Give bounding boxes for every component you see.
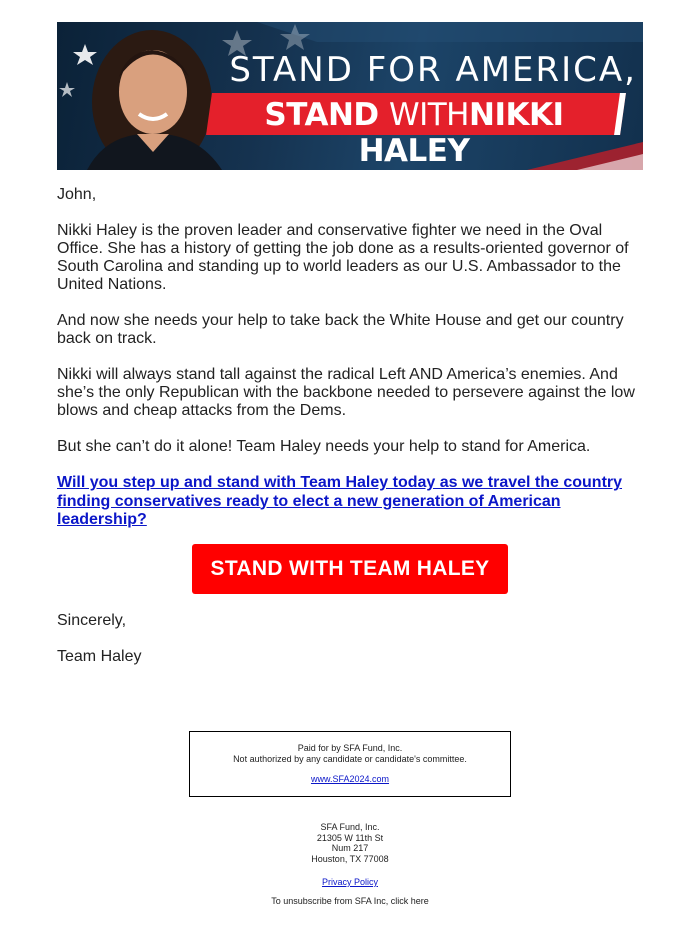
address-city: Houston, TX 77008 — [311, 853, 389, 864]
email-paragraph-4: But she can’t do it alone! Team Haley needs your help to stand for America. — [57, 438, 591, 455]
email-paragraph-3: Nikki will always stand tall against the radical Left AND America’s enemies. And she’s the only Republican with the backbone needed to persevere against the low blows and cheap attacks from the Dems. — [57, 366, 635, 419]
privacy-row — [200, 877, 500, 888]
address-suite: Num 217 — [331, 843, 369, 853]
banner-candidate-name: NIKKI HALEY — [358, 97, 564, 169]
address-org: SFA Fund, Inc. — [320, 822, 380, 832]
email-signoff: Sincerely, — [57, 612, 127, 629]
email-greeting: John, — [57, 186, 97, 203]
stand-with-team-haley-button[interactable]: STAND WITH TEAM HALEY — [192, 544, 508, 594]
website-link[interactable]: www.SFA2024.com — [310, 774, 390, 784]
address-street: 21305 W 11th St — [316, 832, 384, 843]
header-banner — [57, 22, 643, 170]
banner-word-stand: STAND — [264, 97, 379, 133]
paid-for-disclaimer — [189, 731, 511, 797]
not-authorized-text: Not authorized by any candidate or candidate's committee. — [233, 754, 467, 764]
paid-for-text: Paid for by SFA Fund, Inc. — [297, 743, 403, 753]
email-paragraph-1: Nikki Haley is the proven leader and conservative fighter we need in the Oval Office. She has a history of getting the job done as a results-oriented governor of South Carolina and standing up to world leaders as our U.S. Ambassador to the United Nations. — [57, 222, 629, 293]
mailing-address — [200, 822, 500, 864]
banner-subheadline — [217, 97, 611, 169]
banner-headline: STAND FOR AMERICA, — [229, 50, 637, 90]
banner-word-with: WITH — [388, 97, 469, 133]
privacy-policy-link[interactable]: Privacy Policy — [321, 877, 378, 887]
email-paragraph-2: And now she needs your help to take back the White House and get our country back on track. — [57, 312, 624, 347]
email-signature: Team Haley — [57, 648, 142, 665]
unsubscribe-text[interactable]: To unsubscribe from SFA Inc, click here — [271, 896, 429, 906]
cta-text-link[interactable]: Will you step up and stand with Team Haley today as we travel the country finding conservatives ready to elect a new generation of American leadership? — [57, 474, 623, 528]
